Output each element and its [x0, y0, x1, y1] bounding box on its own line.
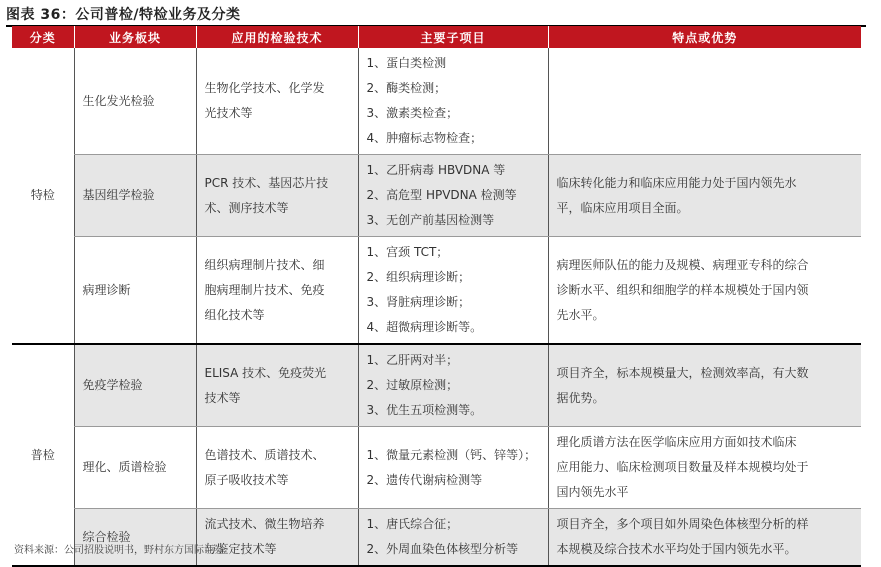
header-features: 特点或优势 — [548, 26, 861, 48]
category-cell: 特检 — [12, 48, 74, 344]
module-cell: 基因组学检验 — [74, 155, 196, 237]
features-cell: 理化质谱方法在医学临床应用方面如技术临床 应用能力、临床检测项目数量及样本规模均处于 国内领先水平 — [548, 427, 861, 509]
features-cell: 临床转化能力和临床应用能力处于国内领先水 平，临床应用项目全面。 — [548, 155, 861, 237]
header-items: 主要子项目 — [358, 26, 548, 48]
features-cell: 项目齐全，多个项目如外周染色体核型分析的样 本规模及综合技术水平均处于国内领先水平。 — [548, 509, 861, 567]
category-cell: 普检 — [12, 344, 74, 566]
header-row — [12, 26, 861, 48]
table-row — [12, 48, 861, 155]
items-cell: 1、乙肝两对半； 2、过敏原检测； 3、优生五项检测等。 — [358, 344, 548, 427]
tech-cell: 生物化学技术、化学发 光技术等 — [196, 48, 358, 155]
module-cell: 生化发光检验 — [74, 48, 196, 155]
header-category: 分类 — [12, 26, 74, 48]
table-row — [12, 427, 861, 509]
module-cell: 理化、质谱检验 — [74, 427, 196, 509]
tech-cell: 组织病理制片技术、细 胞病理制片技术、免疫 组化技术等 — [196, 237, 358, 345]
items-cell: 1、宫颈 TCT； 2、组织病理诊断； 3、肾脏病理诊断； 4、超微病理诊断等。 — [358, 237, 548, 345]
module-cell: 免疫学检验 — [74, 344, 196, 427]
business-table — [12, 26, 861, 567]
tech-cell: ELISA 技术、免疫荧光 技术等 — [196, 344, 358, 427]
items-cell: 1、蛋白类检测 2、酶类检测； 3、激素类检查； 4、肿瘤标志物检查； — [358, 48, 548, 155]
table-row — [12, 344, 861, 427]
figure-title: 图表 36：公司普检/特检业务及分类 — [6, 7, 241, 23]
source-note: 资料来源：公司招股说明书，野村东方国际证券 — [14, 545, 224, 556]
items-cell: 1、微量元素检测（钙、锌等）； 2、遗传代谢病检测等 — [358, 427, 548, 509]
table-row — [12, 509, 861, 567]
features-cell: 项目齐全，标本规模量大，检测效率高，有大数 据优势。 — [548, 344, 861, 427]
tech-cell: PCR 技术、基因芯片技 术、测序技术等 — [196, 155, 358, 237]
features-cell: 病理医师队伍的能力及规模、病理亚专科的综合 诊断水平、组织和细胞学的样本规模处于国内领 先水平。 — [548, 237, 861, 345]
tech-cell: 色谱技术、质谱技术、 原子吸收技术等 — [196, 427, 358, 509]
module-cell: 综合检验 — [74, 509, 196, 567]
module-cell: 病理诊断 — [74, 237, 196, 345]
header-tech: 应用的检验技术 — [196, 26, 358, 48]
features-cell — [548, 48, 861, 155]
items-cell: 1、唐氏综合征； 2、外周血染色体核型分析等 — [358, 509, 548, 567]
tech-cell: 流式技术、微生物培养 与鉴定技术等 — [196, 509, 358, 567]
header-module: 业务板块 — [74, 26, 196, 48]
table-row — [12, 237, 861, 345]
items-cell: 1、乙肝病毒 HBVDNA 等 2、高危型 HPVDNA 检测等 3、无创产前基因检测等 — [358, 155, 548, 237]
table-row — [12, 155, 861, 237]
